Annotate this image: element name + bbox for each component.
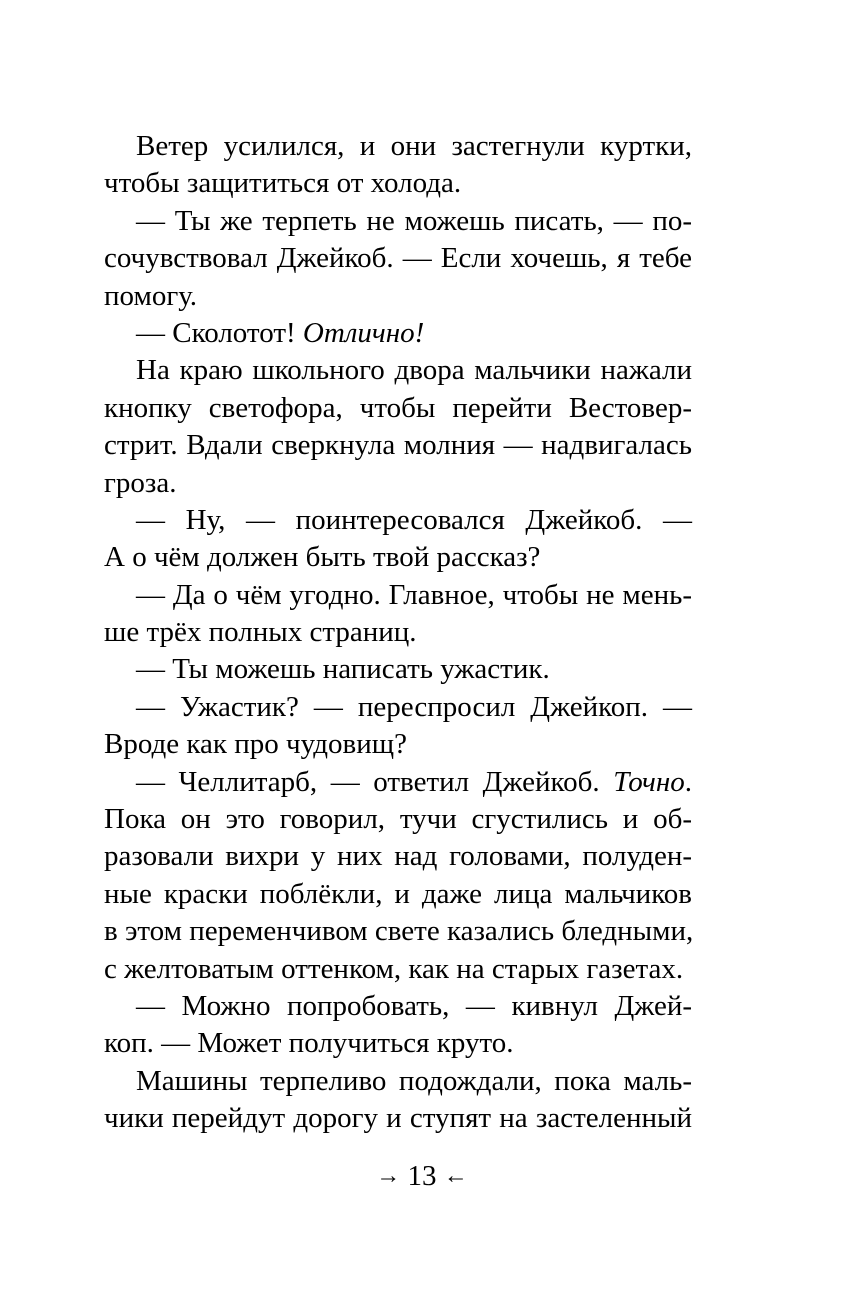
text-line: чтобы защититься от холода. bbox=[104, 167, 462, 200]
text-line: помогу. bbox=[104, 279, 198, 312]
text-line: — Можно попробовать, — кивнул Джей- bbox=[136, 989, 692, 1022]
text-line: ше трёх полных страниц. bbox=[104, 616, 417, 649]
text-line: кнопку светофора, чтобы перейти Вестовер- bbox=[104, 391, 692, 424]
emphasis-text: Отлично! bbox=[302, 316, 425, 349]
text-line: Ветер усилился, и они застегнули куртки, bbox=[136, 130, 692, 162]
text-line: с желтоватым оттенком, как на старых газетах. bbox=[104, 952, 684, 985]
text-line: ные краски поблёкли, и даже лица мальчиков bbox=[104, 877, 692, 910]
text-line: разовали вихри у них над головами, полуден- bbox=[104, 840, 692, 873]
text-line: — Ужастик? — переспросил Джейкоп. — bbox=[136, 690, 692, 723]
text-line: чики перейдут дорогу и ступят на застеленный bbox=[104, 1102, 692, 1135]
text-line: сочувствовал Джейкоб. — Если хочешь, я тебе bbox=[104, 242, 692, 275]
text-line: — Сколотот! Отлично! bbox=[136, 316, 425, 349]
text-line: На краю школьного двора мальчики нажали bbox=[136, 354, 692, 387]
text-line: — Ты же терпеть не можешь писать, — по- bbox=[136, 204, 692, 237]
text-line: в этом переменчивом свете казались бледными, bbox=[104, 915, 694, 948]
arrow-left-icon: ← bbox=[443, 1163, 468, 1189]
text-line: гроза. bbox=[104, 466, 177, 499]
text-line: Машины терпеливо подождали, пока маль- bbox=[136, 1064, 692, 1097]
text-line: — Да о чём угодно. Главное, чтобы не мень- bbox=[136, 578, 692, 611]
text-line: — Челлитарб, — ответил Джейкоб. Точно. bbox=[136, 765, 692, 798]
page-number: 13 bbox=[407, 1160, 437, 1192]
text-line: коп. — Может получиться круто. bbox=[104, 1027, 514, 1060]
page-number-footer bbox=[0, 1160, 844, 1193]
emphasis-text: Точно bbox=[613, 765, 685, 798]
text-line: Пока он это говорил, тучи сгустились и об- bbox=[104, 803, 692, 836]
text-line: — Ну, — поинтересовался Джейкоб. — bbox=[136, 503, 692, 536]
text-line: стрит. Вдали сверкнула молния — надвигалась bbox=[104, 429, 692, 462]
text-line: А о чём должен быть твой рассказ? bbox=[104, 541, 541, 574]
text-line: Вроде как про чудовищ? bbox=[104, 728, 407, 761]
arrow-right-icon: → bbox=[376, 1163, 401, 1189]
text-line: — Ты можешь написать ужастик. bbox=[136, 653, 550, 686]
body-text bbox=[104, 128, 692, 1138]
